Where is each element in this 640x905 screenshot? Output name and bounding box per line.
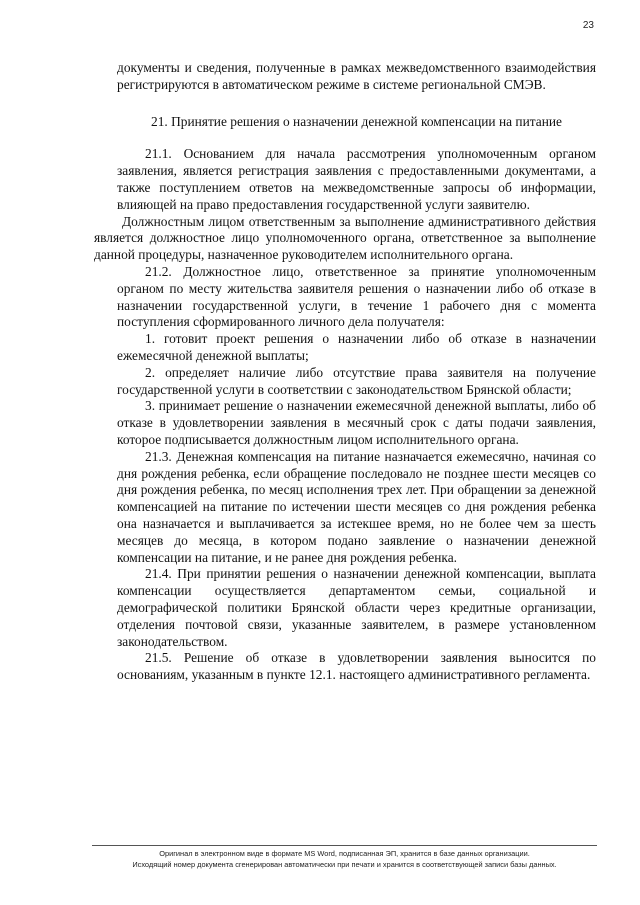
list-item-2: 2. определяет наличие либо отсутствие права заявителя на получение государственной услуги в соответствии с законодательством Брянской области; (117, 364, 596, 397)
page-number: 23 (582, 20, 594, 31)
spacer (117, 94, 596, 114)
section-title: 21. Принятие решения о назначении денежной компенсации на питание (151, 113, 562, 129)
footer-line-1: Оригинал в электронном виде в формате MS Word, подписанная ЭП, хранится в базе данных организации. (159, 849, 530, 858)
paragraph-responsible-official: Должностным лицом ответственным за выполнение административного действия является должностное лицо уполномоченного органа, ответственное за выполнение данной процедуры, назначенное руководителем исполнительного органа. (94, 213, 596, 263)
footer (92, 848, 597, 870)
spacer (117, 130, 596, 146)
paragraph-21-1: 21.1. Основанием для начала рассмотрения уполномоченным органом заявления, является регистрация заявления с предоставленными документами, а также поступлением ответов на межведомственные запросы об информации, влияющей на право предоставления государственной услуги заявителю. (117, 146, 596, 212)
paragraph-21-3: 21.3. Денежная компенсация на питание назначается ежемесячно, начиная со дня рождения ребенка, если обращение последовало не позднее шести месяцев со дня рождения ребенка, по месяц исполнения трех лет. При обращении за денежной компенсацией на питание по истечении шести месяцев со дня рождения ребенка она назначается и выплачивается за истекшее время, но не более чем за шесть месяцев до месяца, в котором подано заявление о назначении денежной компенсации на питание, и не ранее дня рождения ребенка. (117, 448, 596, 565)
list-item-3: 3. принимает решение о назначении ежемесячной денежной выплаты, либо об отказе в удовлетворении заявления в месячный срок с даты подачи заявления, которое подписывается должностным лицом исполнительного органа. (117, 398, 596, 447)
document-body (94, 60, 596, 684)
paragraph-21-2: 21.2. Должностное лицо, ответственное за принятие уполномоченным органом по месту жительства заявителя решения о назначении либо об отказе в назначении государственной услуги, в течение 1 рабочего дня с момента поступления сформированного личного дела получателя: (117, 263, 596, 330)
footer-line-2: Исходящий номер документа сгенерирован автоматически при печати и хранится в соответствующей записи базы данных. (132, 860, 557, 869)
continuation-paragraph: документы и сведения, полученные в рамках межведомственного взаимодействия регистрируются в автоматическом режиме в системе региональной СМЭВ. (117, 60, 596, 92)
paragraph-21-4: 21.4. При принятии решения о назначении денежной компенсации, выплата компенсации осуществляется департаментом семьи, социальной и демографической политики Брянской области через кредитные организации, отделения почтовой связи, указанные заявителем, в размере установленном законодательством. (117, 566, 596, 649)
list-item-1: 1. готовит проект решения о назначении либо об отказе в назначении ежемесячной денежной выплаты; (117, 331, 596, 363)
footer-divider (92, 845, 597, 846)
paragraph-21-5: 21.5. Решение об отказе в удовлетворении заявления выносится по основаниям, указанным в пункте 12.1. настоящего административного регламента. (117, 650, 596, 683)
